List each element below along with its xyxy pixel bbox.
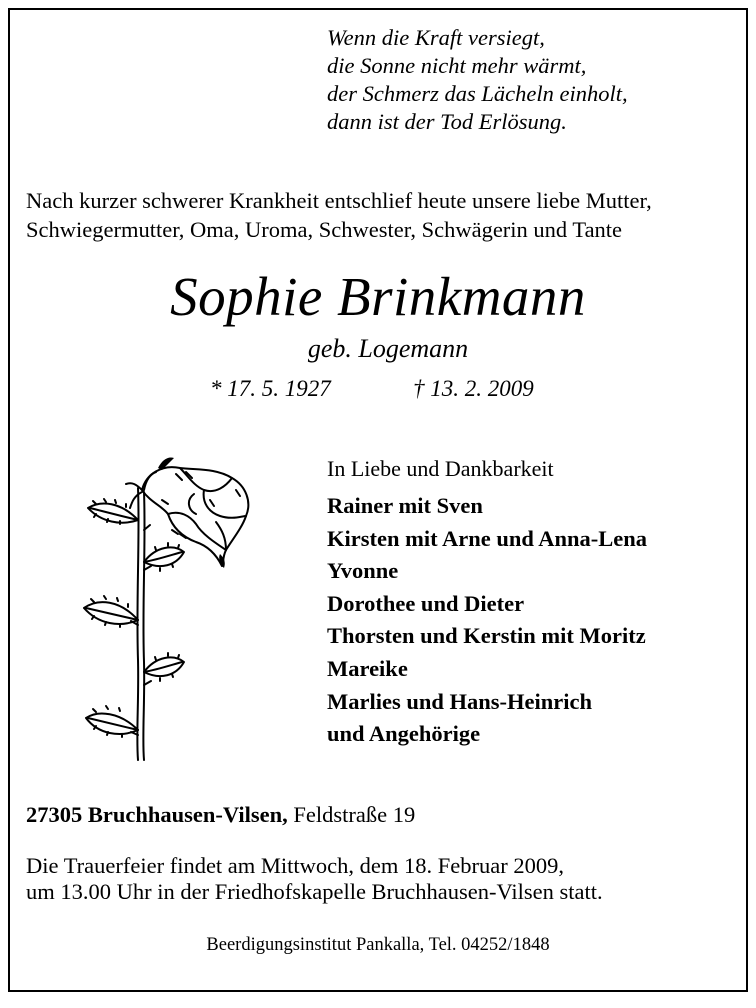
death-date: † 13. 2. 2009	[413, 376, 534, 401]
obituary-notice	[8, 8, 748, 992]
poem	[327, 24, 628, 136]
mourner-list	[327, 490, 647, 751]
mourner-entry: und Angehörige	[327, 721, 481, 747]
address-street: Feldstraße 19	[293, 802, 416, 827]
mourner-entry: Marlies und Hans-Heinrich	[327, 688, 593, 714]
maiden-name: geb. Logemann	[307, 334, 469, 363]
mourner-entry: Mareike	[327, 655, 408, 681]
mourner-entry: Thorsten und Kerstin mit Moritz	[327, 623, 646, 649]
intro-line: Nach kurzer schwerer Krankheit entschlief heute unsere liebe Mutter,	[26, 188, 652, 213]
undertaker-contact: Beerdigungsinstitut Pankalla, Tel. 04252/1848	[206, 935, 550, 955]
poem-line: die Sonne nicht mehr wärmt,	[327, 53, 587, 78]
funeral-line: Die Trauerfeier findet am Mittwoch, dem 18. Februar 2009,	[26, 853, 565, 878]
family-address	[26, 800, 415, 830]
mourner-entry: Dorothee und Dieter	[327, 590, 525, 616]
thanks-heading: In Liebe und Dankbarkeit	[327, 456, 554, 481]
poem-line: Wenn die Kraft versiegt,	[327, 25, 545, 50]
poem-line: dann ist der Tod Erlösung.	[327, 109, 567, 134]
rose-icon	[76, 450, 266, 770]
intro-line: Schwiegermutter, Oma, Uroma, Schwester, Schwägerin und Tante	[26, 217, 623, 242]
intro-text	[26, 186, 736, 244]
deceased-name: Sophie Brinkmann	[170, 266, 586, 327]
mourner-entry: Rainer mit Sven	[327, 493, 483, 518]
funeral-info	[26, 853, 603, 905]
address-city: 27305 Bruchhausen-Vilsen,	[26, 802, 288, 827]
mourner-entry: Kirsten mit Arne und Anna-Lena	[327, 525, 648, 551]
poem-line: der Schmerz das Lächeln einholt,	[327, 81, 628, 106]
birth-date: * 17. 5. 1927	[210, 376, 331, 401]
funeral-line: um 13.00 Uhr in der Friedhofskapelle Bruchhausen-Vilsen statt.	[26, 879, 603, 904]
mourner-entry: Yvonne	[327, 558, 399, 584]
